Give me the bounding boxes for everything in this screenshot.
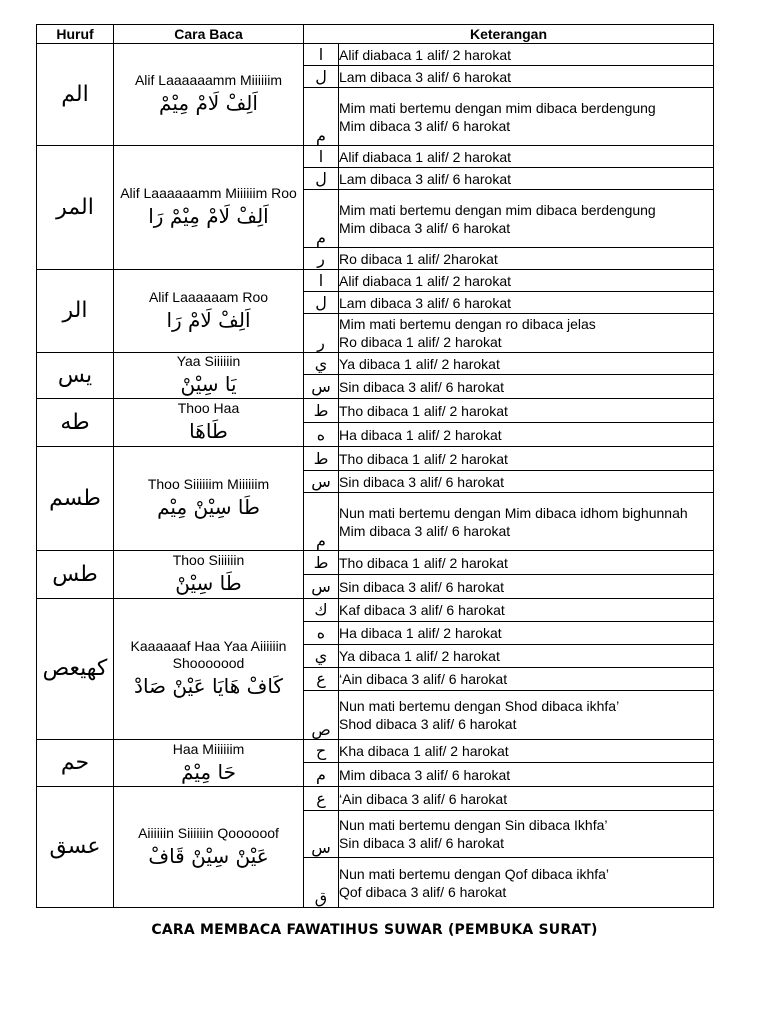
keterangan-cell <box>339 763 714 787</box>
letter-cell: ه <box>304 622 339 645</box>
huruf-text: طسم <box>49 485 101 511</box>
huruf-text: الم <box>61 81 89 107</box>
cara-baca-latin: Thoo Siiiiiim Miiiiiim <box>147 476 270 492</box>
keterangan-cell <box>339 599 714 622</box>
huruf-cell <box>37 44 114 146</box>
keterangan-line: Tho dibaca 1 alif/ 2 harokat <box>339 450 508 467</box>
keterangan-line: Nun mati bertemu dengan Shod dibaca ikhfa’ <box>339 698 620 714</box>
keterangan-cell <box>339 375 714 399</box>
letter-cell: ص <box>304 691 339 740</box>
letter-cell: ح <box>304 740 339 763</box>
cara-baca-arabic: عَيْنْ سِيْنْ قَافْ <box>148 843 269 868</box>
keterangan-line: Ro dibaca 1 alif/ 2harokat <box>339 250 498 267</box>
keterangan-line: Nun mati bertemu dengan Qof dibaca ikhfa’ <box>339 865 610 882</box>
keterangan-cell <box>339 740 714 763</box>
keterangan-cell <box>339 811 714 858</box>
keterangan-cell <box>339 353 714 375</box>
letter-cell: ا <box>304 44 339 66</box>
keterangan-line: Mim dibaca 3 alif/ 6 harokat <box>339 117 511 134</box>
letter-cell: ي <box>304 645 339 668</box>
cara-baca-latin: Aiiiiiin Siiiiiin Qoooooof <box>138 824 279 841</box>
huruf-text: يس <box>57 362 93 388</box>
cara-baca-latin: Thoo Siiiiiin <box>172 552 245 568</box>
letter-cell: س <box>304 471 339 493</box>
huruf-cell <box>37 599 114 740</box>
keterangan-cell <box>339 691 714 740</box>
keterangan-line: Mim dibaca 3 alif/ 6 harokat <box>339 522 511 539</box>
letter-cell: م <box>304 763 339 787</box>
keterangan-cell <box>339 292 714 314</box>
keterangan-line: Ya dibaca 1 alif/ 2 harokat <box>339 648 500 664</box>
huruf-cell <box>37 787 114 908</box>
cara-baca-cell <box>114 447 304 551</box>
header-row <box>37 25 714 44</box>
table-row <box>37 447 714 471</box>
letter-cell: ط <box>304 447 339 471</box>
cara-baca-cell <box>114 740 304 787</box>
huruf-text: عسق <box>49 834 101 859</box>
keterangan-line: Mim mati bertemu dengan ro dibaca jelas <box>339 316 596 332</box>
keterangan-cell <box>339 88 714 146</box>
keterangan-cell <box>339 314 714 353</box>
keterangan-cell <box>339 645 714 668</box>
keterangan-line: Sin dibaca 3 alif/ 6 harokat <box>339 378 504 395</box>
cara-baca-latin: Kaaaaaaf Haa Yaa Aiiiiiin Shooooood <box>130 638 287 671</box>
table-row <box>37 146 714 168</box>
keterangan-cell <box>339 858 714 908</box>
keterangan-line: Mim dibaca 3 alif/ 6 harokat <box>339 219 511 236</box>
keterangan-line: Mim dibaca 3 alif/ 6 harokat <box>339 766 511 783</box>
letter-cell: ي <box>304 353 339 375</box>
cara-baca-latin: Yaa Siiiiiin <box>176 353 241 369</box>
fawatihus-table <box>36 24 714 908</box>
keterangan-cell <box>339 668 714 691</box>
keterangan-line: Ha dibaca 1 alif/ 2 harokat <box>339 426 502 443</box>
cara-baca-cell <box>114 270 304 353</box>
cara-baca-latin: Thoo Haa <box>177 400 240 416</box>
keterangan-line: Ya dibaca 1 alif/ 2 harokat <box>339 355 500 372</box>
keterangan-cell <box>339 447 714 471</box>
keterangan-line: Kaf dibaca 3 alif/ 6 harokat <box>339 602 505 618</box>
huruf-cell <box>37 447 114 551</box>
huruf-cell <box>37 353 114 399</box>
letter-cell: ا <box>304 146 339 168</box>
keterangan-cell <box>339 270 714 292</box>
cara-baca-cell <box>114 599 304 740</box>
keterangan-line: Alif diabaca 1 alif/ 2 harokat <box>339 272 511 289</box>
keterangan-line: Alif diabaca 1 alif/ 2 harokat <box>339 148 511 165</box>
letter-cell: ع <box>304 668 339 691</box>
huruf-cell <box>37 399 114 447</box>
huruf-cell <box>37 146 114 270</box>
keterangan-cell <box>339 551 714 575</box>
keterangan-line: Lam dibaca 3 alif/ 6 harokat <box>339 294 511 311</box>
keterangan-cell <box>339 493 714 551</box>
letter-cell: م <box>304 190 339 248</box>
table-row <box>37 740 714 763</box>
keterangan-cell <box>339 44 714 66</box>
keterangan-cell <box>339 248 714 270</box>
letter-cell: ر <box>304 314 339 353</box>
cara-baca-arabic: اَلِفْ لَامْ مِيْمْ <box>159 91 258 115</box>
cara-baca-cell <box>114 146 304 270</box>
keterangan-line: Mim mati bertemu dengan mim dibaca berdengung <box>339 201 656 218</box>
keterangan-cell <box>339 168 714 190</box>
keterangan-line: Shod dibaca 3 alif/ 6 harokat <box>339 716 517 732</box>
table-row <box>37 399 714 423</box>
keterangan-line: Ha dibaca 1 alif/ 2 harokat <box>339 625 502 641</box>
cara-baca-arabic: كَافْ هَايَا عَيْنْ صَادْ <box>134 674 283 698</box>
table-row <box>37 353 714 375</box>
keterangan-line: Alif diabaca 1 alif/ 2 harokat <box>339 46 511 63</box>
letter-cell: ا <box>304 270 339 292</box>
letter-cell: ل <box>304 66 339 88</box>
huruf-cell <box>37 740 114 787</box>
huruf-cell <box>37 551 114 599</box>
letter-cell: ك <box>304 599 339 622</box>
keterangan-cell <box>339 190 714 248</box>
huruf-text: كهيعص <box>42 656 108 681</box>
keterangan-line: ‘Ain dibaca 3 alif/ 6 harokat <box>339 790 508 807</box>
keterangan-cell <box>339 66 714 88</box>
keterangan-cell <box>339 399 714 423</box>
cara-baca-cell <box>114 551 304 599</box>
keterangan-line: Qof dibaca 3 alif/ 6 harokat <box>339 883 507 900</box>
header-keterangan: Keterangan <box>304 25 714 44</box>
huruf-text: الر <box>62 298 88 323</box>
huruf-text: المر <box>56 194 94 220</box>
huruf-text: طس <box>52 561 98 587</box>
cara-baca-cell <box>114 787 304 908</box>
letter-cell: س <box>304 375 339 399</box>
keterangan-line: Nun mati bertemu dengan Mim dibaca idhom bighunnah <box>339 504 688 521</box>
letter-cell: س <box>304 575 339 599</box>
letter-cell: ر <box>304 248 339 270</box>
cara-baca-latin: Alif Laaaaaam Roo <box>148 288 269 305</box>
letter-cell: ه <box>304 423 339 447</box>
keterangan-line: Nun mati bertemu dengan Sin dibaca Ikhfa’ <box>339 817 608 833</box>
cara-baca-arabic: طَا سِيْنْ <box>175 571 242 595</box>
table-row <box>37 270 714 292</box>
keterangan-cell <box>339 471 714 493</box>
table-row <box>37 787 714 811</box>
letter-cell: س <box>304 811 339 858</box>
cara-baca-arabic: اَلِفْ لَامْ رَا <box>166 307 251 332</box>
letter-cell: ق <box>304 858 339 908</box>
keterangan-cell <box>339 146 714 168</box>
keterangan-cell <box>339 423 714 447</box>
keterangan-cell <box>339 575 714 599</box>
table-row <box>37 599 714 622</box>
letter-cell: ط <box>304 551 339 575</box>
cara-baca-latin: Alif Laaaaaamm Miiiiiim <box>134 72 283 88</box>
cara-baca-arabic: اَلِفْ لَامْ مِيْمْ رَا <box>148 204 269 228</box>
keterangan-cell <box>339 787 714 811</box>
keterangan-line: Kha dibaca 1 alif/ 2 harokat <box>339 743 509 759</box>
table-row <box>37 44 714 66</box>
letter-cell: ل <box>304 292 339 314</box>
cara-baca-arabic: حَا مِيْمْ <box>181 759 236 784</box>
cara-baca-arabic: طَاهَا <box>189 419 228 443</box>
page-caption: CARA MEMBACA FAWATIHUS SUWAR (PEMBUKA SURAT) <box>151 922 598 938</box>
keterangan-line: Tho dibaca 1 alif/ 2 harokat <box>339 554 508 571</box>
cara-baca-cell <box>114 353 304 399</box>
cara-baca-arabic: يَا سِيْنْ <box>180 372 237 396</box>
cara-baca-latin: Haa Miiiiiim <box>172 740 245 757</box>
cara-baca-cell <box>114 44 304 146</box>
huruf-text: حم <box>60 750 90 775</box>
keterangan-line: Sin dibaca 3 alif/ 6 harokat <box>339 835 504 851</box>
header-cara-baca: Cara Baca <box>114 25 304 44</box>
letter-cell: ل <box>304 168 339 190</box>
table-row <box>37 551 714 575</box>
keterangan-line: Sin dibaca 3 alif/ 6 harokat <box>339 473 504 490</box>
keterangan-line: Ro dibaca 1 alif/ 2 harokat <box>339 334 502 350</box>
cara-baca-latin: Alif Laaaaaamm Miiiiiim Roo <box>120 185 297 201</box>
letter-cell: ع <box>304 787 339 811</box>
keterangan-line: Tho dibaca 1 alif/ 2 harokat <box>339 402 508 419</box>
keterangan-line: ‘Ain dibaca 3 alif/ 6 harokat <box>339 671 508 687</box>
keterangan-line: Lam dibaca 3 alif/ 6 harokat <box>339 170 511 187</box>
cara-baca-cell <box>114 399 304 447</box>
letter-cell: م <box>304 88 339 146</box>
letter-cell: م <box>304 493 339 551</box>
letter-cell: ط <box>304 399 339 423</box>
keterangan-line: Sin dibaca 3 alif/ 6 harokat <box>339 578 504 595</box>
keterangan-line: Mim mati bertemu dengan mim dibaca berdengung <box>339 99 656 116</box>
keterangan-cell <box>339 622 714 645</box>
huruf-text: طه <box>60 409 90 435</box>
huruf-cell <box>37 270 114 353</box>
header-huruf: Huruf <box>37 25 114 44</box>
cara-baca-arabic: طَا سِيْنْ مِيْم <box>157 495 260 519</box>
keterangan-line: Lam dibaca 3 alif/ 6 harokat <box>339 68 511 85</box>
